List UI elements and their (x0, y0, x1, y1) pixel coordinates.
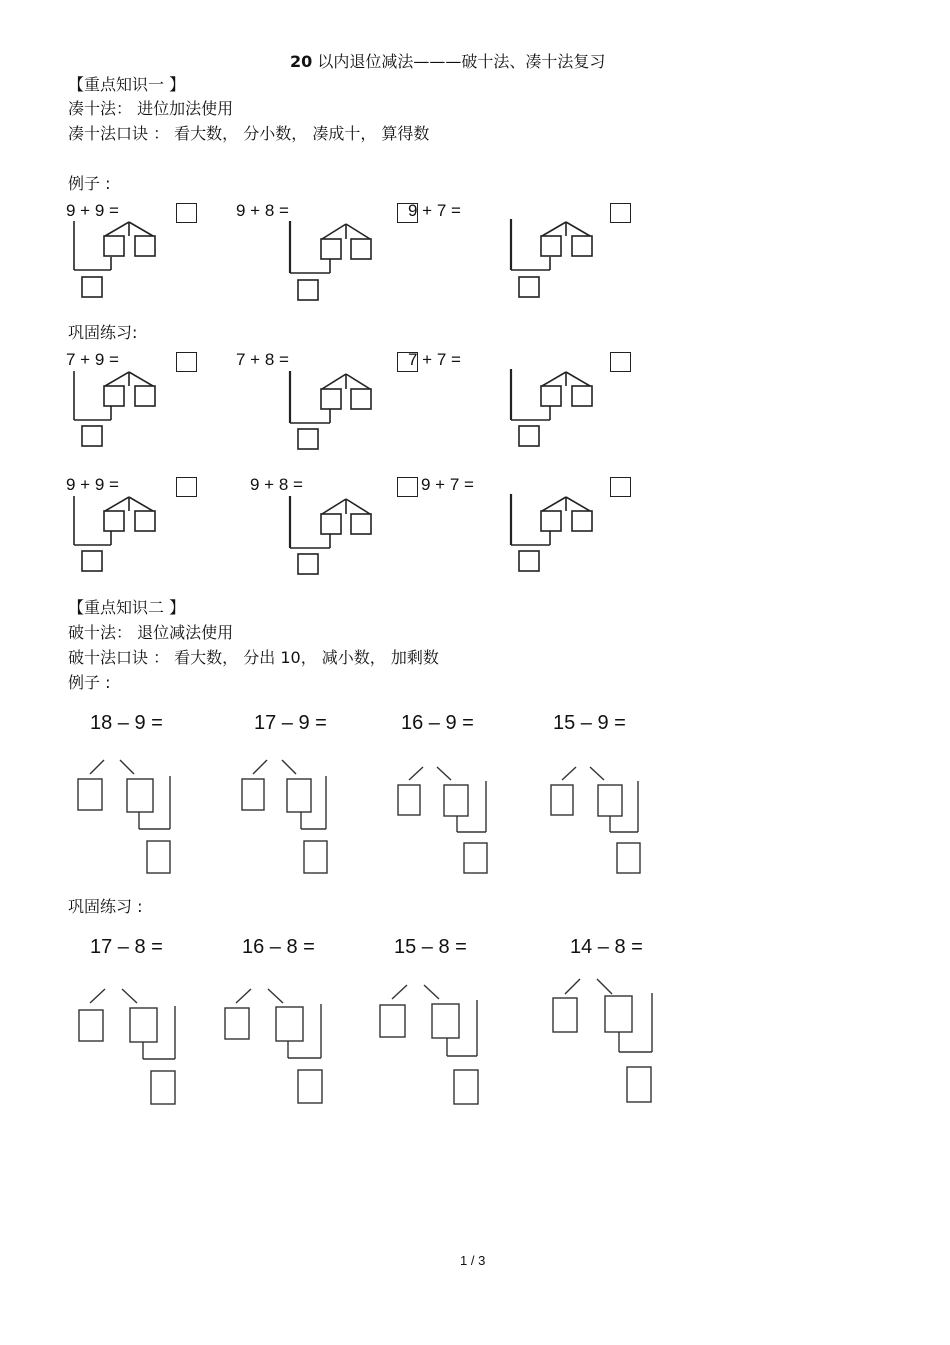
section2-practice-label: 巩固练习 : (68, 897, 143, 916)
section1-heading: 【重点知识一 】 (68, 75, 186, 94)
add-practice-5: 9 + 8 = (250, 475, 303, 494)
add-example-2: 9 + 8 = (236, 201, 289, 220)
make-ten-diagram (511, 369, 592, 446)
title-number: 20 (290, 52, 313, 71)
add-practice-6: 9 + 7 = (421, 475, 474, 494)
page-number: 1 / 3 (460, 1253, 486, 1268)
make-ten-diagram (290, 221, 371, 300)
sub-practice-3: 15 – 8 = (394, 936, 467, 958)
add-practice-4: 9 + 9 = (66, 475, 119, 494)
make-ten-diagram (290, 496, 371, 574)
break-ten-diagram (242, 760, 327, 873)
sub-practice-2: 16 – 8 = (242, 936, 315, 958)
break-ten-diagram (553, 979, 652, 1102)
add-practice-2: 7 + 8 = (236, 350, 289, 369)
section2-method: 破十法： 退位减法使用 (68, 623, 234, 642)
sub-example-1: 18 – 9 = (90, 712, 163, 734)
break-ten-diagram (380, 985, 478, 1104)
section2-heading: 【重点知识二 】 (68, 598, 186, 617)
add-example-1: 9 + 9 = (66, 201, 119, 220)
make-ten-diagram (74, 371, 155, 446)
make-ten-diagram (74, 221, 155, 297)
add-practice-1: 7 + 9 = (66, 350, 119, 369)
title-text: 以内退位减法———破十法、凑十法复习 (317, 52, 606, 71)
sub-example-4: 15 – 9 = (553, 712, 626, 734)
break-ten-diagram (551, 767, 640, 873)
make-ten-diagram (74, 496, 155, 571)
break-ten-diagram (79, 989, 175, 1104)
section1-method: 凑十法： 进位加法使用 (68, 99, 234, 118)
section1-practice-label: 巩固练习: (68, 323, 138, 342)
make-ten-diagram (511, 494, 592, 571)
sub-example-3: 16 – 9 = (401, 712, 474, 734)
add-example-3: 9 + 7 = (408, 201, 461, 220)
make-ten-diagram (290, 371, 371, 449)
sub-practice-1: 17 – 8 = (90, 936, 163, 958)
section1-example-label: 例子 : (68, 174, 111, 193)
make-ten-diagram (511, 219, 592, 297)
add-practice-3: 7 + 7 = (408, 350, 461, 369)
section1-rhyme: 凑十法口诀 ： 看大数， 分小数， 凑成十， 算得数 (68, 124, 430, 143)
section2-example-label: 例子 : (68, 673, 111, 692)
sub-practice-4: 14 – 8 = (570, 936, 643, 958)
sub-example-2: 17 – 9 = (254, 712, 327, 734)
break-ten-diagram (398, 767, 487, 873)
break-ten-diagram (78, 760, 170, 873)
break-ten-diagram (225, 989, 322, 1103)
section2-rhyme: 破十法口诀 ： 看大数， 分出 10， 减小数， 加剩数 (68, 648, 439, 667)
